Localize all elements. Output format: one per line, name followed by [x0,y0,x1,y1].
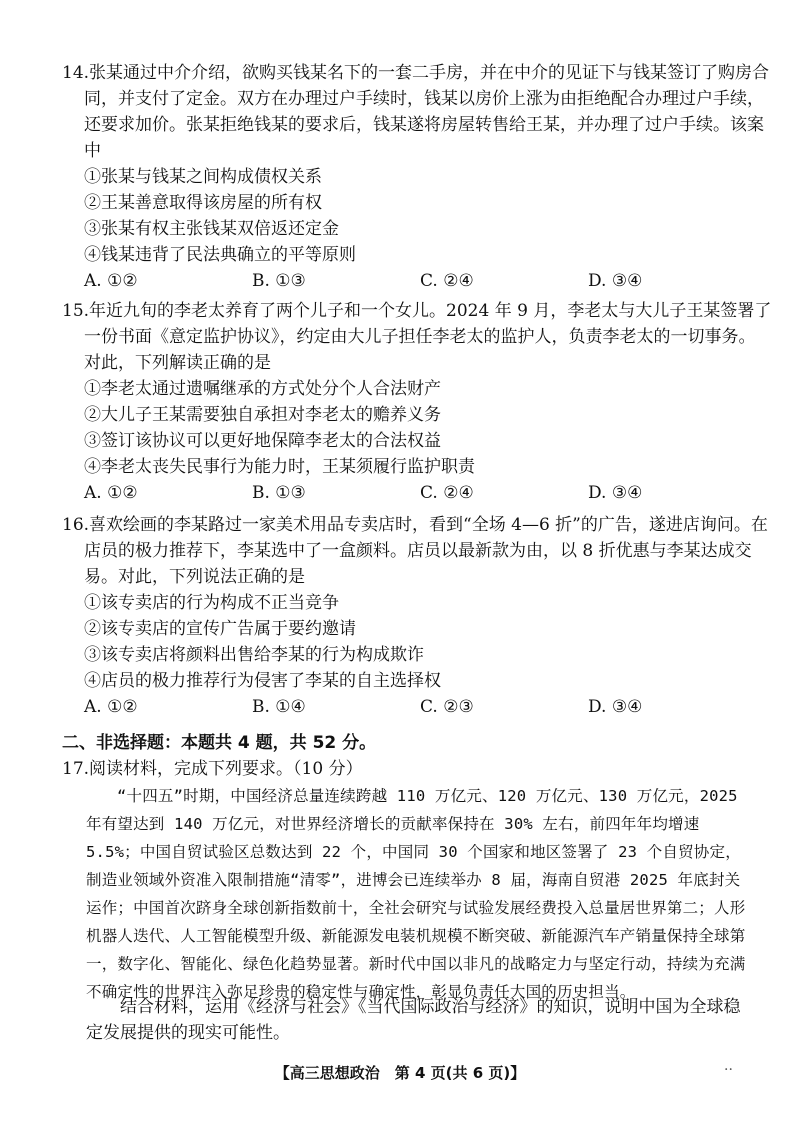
option-2: ②王某善意取得该房屋的所有权 [84,193,322,213]
answer-choices [62,694,772,720]
choice-d: D. ③④ [588,697,643,717]
question-17-stem: 17.阅读材料，完成下列要求。（10 分） [62,759,363,779]
question-stem: 16.喜欢绘画的李某路过一家美术用品专卖店时，看到“全场 4—6 折”的广告，遂进店询问。在店员的极力推荐下，李某选中了一盒颜料。店员以最新款为由，以 8 折优惠与李某达成交易。对此，下列说法正确的是 [62,515,768,587]
option-1: ①张某与钱某之间构成债权关系 [84,167,322,187]
choice-b: B. ①④ [252,697,306,717]
option-3: ③该专卖店将颜料出售给李某的行为构成欺诈 [84,645,424,665]
option-4: ④钱某违背了民法典确立的平等原则 [84,245,356,265]
question-14 [62,60,772,294]
section-heading: 二、非选择题：本题共 4 题，共 52 分。 [62,733,377,753]
choice-b: B. ①③ [252,483,306,503]
option-2: ②大儿子王某需要独自承担对李老太的赡养义务 [84,405,441,425]
choice-a: A. ①② [84,271,138,291]
choice-a: A. ①② [84,483,138,503]
page-footer: 【高三思想政治 第 4 页(共 6 页)】 [274,1064,526,1082]
option-2: ②该专卖店的宣传广告属于要约邀请 [84,619,356,639]
question-stem: 14.张某通过中介介绍，欲购买钱某名下的一套二手房，并在中介的见证下与钱某签订了购房合同，并支付了定金。双方在办理过户手续时，钱某以房价上涨为由拒绝配合办理过户手续，还要求加价。张某拒绝钱某的要求后，钱某遂将房屋转售给王某，并办理了过户手续。该案中 [62,63,770,161]
choice-c: C. ②④ [420,271,474,291]
option-3: ③签订该协议可以更好地保障李老太的合法权益 [84,431,441,451]
reading-material: “十四五”时期，中国经济总量连续跨越 110 万亿元、120 万亿元、130 万亿元，2025 年有望达到 140 万亿元，对世界经济增长的贡献率保持在 30% 左右，前四年年均增速 5.5%；中国自贸试验区总数达到 22 个，中国同 30 个国家和地区签署了 23 个自贸协定，制造业领域外资准入限制措施“清零”，进博会已连续举办 8 届，海南自贸港 2025 年底封关运作；中国首次跻身全球创新指数前十，全社会研究与试验发展经费投入总量居世界第二；人形机器人迭代、人工智能模型升级、新能源发电装机规模不断突破、新能源汽车产销量保持全球第一，数字化、智能化、绿色化趋势显著。新时代中国以非凡的战略定力与坚定行动，持续为充满不确定性的世界注入弥足珍贵的稳定性与确定性，彰显负责任大国的历史担当。 [86,787,746,1001]
choice-d: D. ③④ [588,483,643,503]
choice-c: C. ②③ [420,697,474,717]
option-1: ①李老太通过遗嘱继承的方式处分个人合法财产 [84,379,441,399]
choice-b: B. ①③ [252,271,306,291]
option-1: ①该专卖店的行为构成不正当竞争 [84,593,339,613]
answer-choices [62,480,772,506]
question-task: 结合材料，运用《经济与社会》《当代国际政治与经济》的知识，说明中国为全球稳定发展提供的现实可能性。 [86,997,741,1043]
answer-choices [62,268,772,294]
question-stem: 15.年近九旬的李老太养育了两个儿子和一个女儿。2024 年 9 月，李老太与大儿子王某签署了一份书面《意定监护协议》，约定由大儿子担任李老太的监护人，负责李老太的一切事务。对此，下列解读正确的是 [62,301,772,373]
option-4: ④李老太丧失民事行为能力时，王某须履行监护职责 [84,457,475,477]
question-15 [62,298,772,506]
choice-c: C. ②④ [420,483,474,503]
question-16 [62,512,772,720]
option-4: ④店员的极力推荐行为侵害了李某的自主选择权 [84,671,441,691]
option-3: ③张某有权主张钱某双倍返还定金 [84,219,339,239]
choice-d: D. ③④ [588,271,643,291]
choice-a: A. ①② [84,697,138,717]
footer-mark: ·· [724,1062,733,1078]
